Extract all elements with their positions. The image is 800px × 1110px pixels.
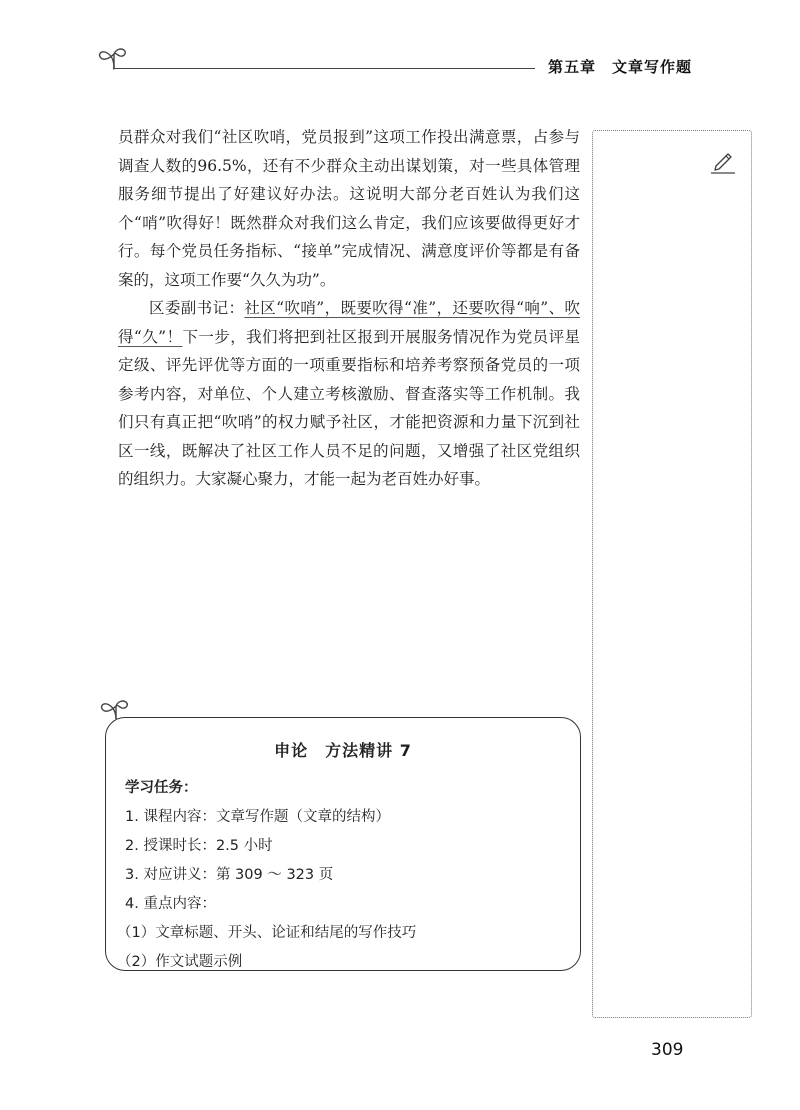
sub-list-item: （1）文章标题、开头、论证和结尾的写作技巧 [117, 925, 417, 941]
box-content [117, 774, 417, 977]
page-number: 309 [651, 1040, 684, 1060]
list-item: 4. 重点内容： [125, 896, 216, 912]
speaker-label: 区委副书记： [149, 299, 245, 317]
chapter-heading [548, 56, 692, 77]
body-text [118, 123, 580, 494]
notes-panel [592, 130, 752, 1018]
list-item: 3. 对应讲义：第 309 ～ 323 页 [125, 867, 334, 883]
method-lecture-box [105, 717, 581, 971]
list-item: 1. 课程内容：文章写作题（文章的结构） [125, 809, 390, 825]
box-title: 申论 方法精讲 7 [274, 741, 412, 760]
paragraph: 员群众对我们“社区吹哨，党员报到”这项工作投出满意票，占参与调查人数的96.5%，还有不少群众主动出谋划策，对一些具体管理服务细节提出了好建议好办法。这说明大部分老百姓认为我们这个“哨”吹得好！既然群众对我们这么肯定，我们应该要做得更好才行。每个党员任务指标、“接单”完成情况、满意度评价等都是有备案的，这项工作要“久久为功”。 [118, 128, 580, 289]
paragraph [118, 294, 580, 494]
list-item: 2. 授课时长：2.5 小时 [125, 838, 273, 854]
pencil-icon [709, 147, 737, 175]
sub-list-item: （2）作文试题示例 [117, 954, 243, 970]
task-heading: 学习任务： [125, 780, 198, 796]
chapter-title: 文章写作题 [612, 58, 693, 76]
sprout-icon [96, 40, 130, 80]
underlined-quote: 社区“吹哨”，既要吹得“准”，还要吹得“响”、吹得“久”！ [118, 299, 580, 346]
paragraph-continuation: 下一步，我们将把到社区报到开展服务情况作为党员评星定级、评先评优等方面的一项重要指标和培养考察预备党员的一项参考内容，对单位、个人建立考核激励、督查落实等工作机制。我们只有真正把“吹哨”的权力赋予社区，才能把资源和力量下沉到社区一线，既解决了社区工作人员不足的问题，又增强了社区党组织的组织力。大家凝心聚力，才能一起为老百姓办好事。 [118, 327, 580, 488]
header-rule [114, 68, 535, 69]
chapter-number: 第五章 [548, 58, 597, 76]
